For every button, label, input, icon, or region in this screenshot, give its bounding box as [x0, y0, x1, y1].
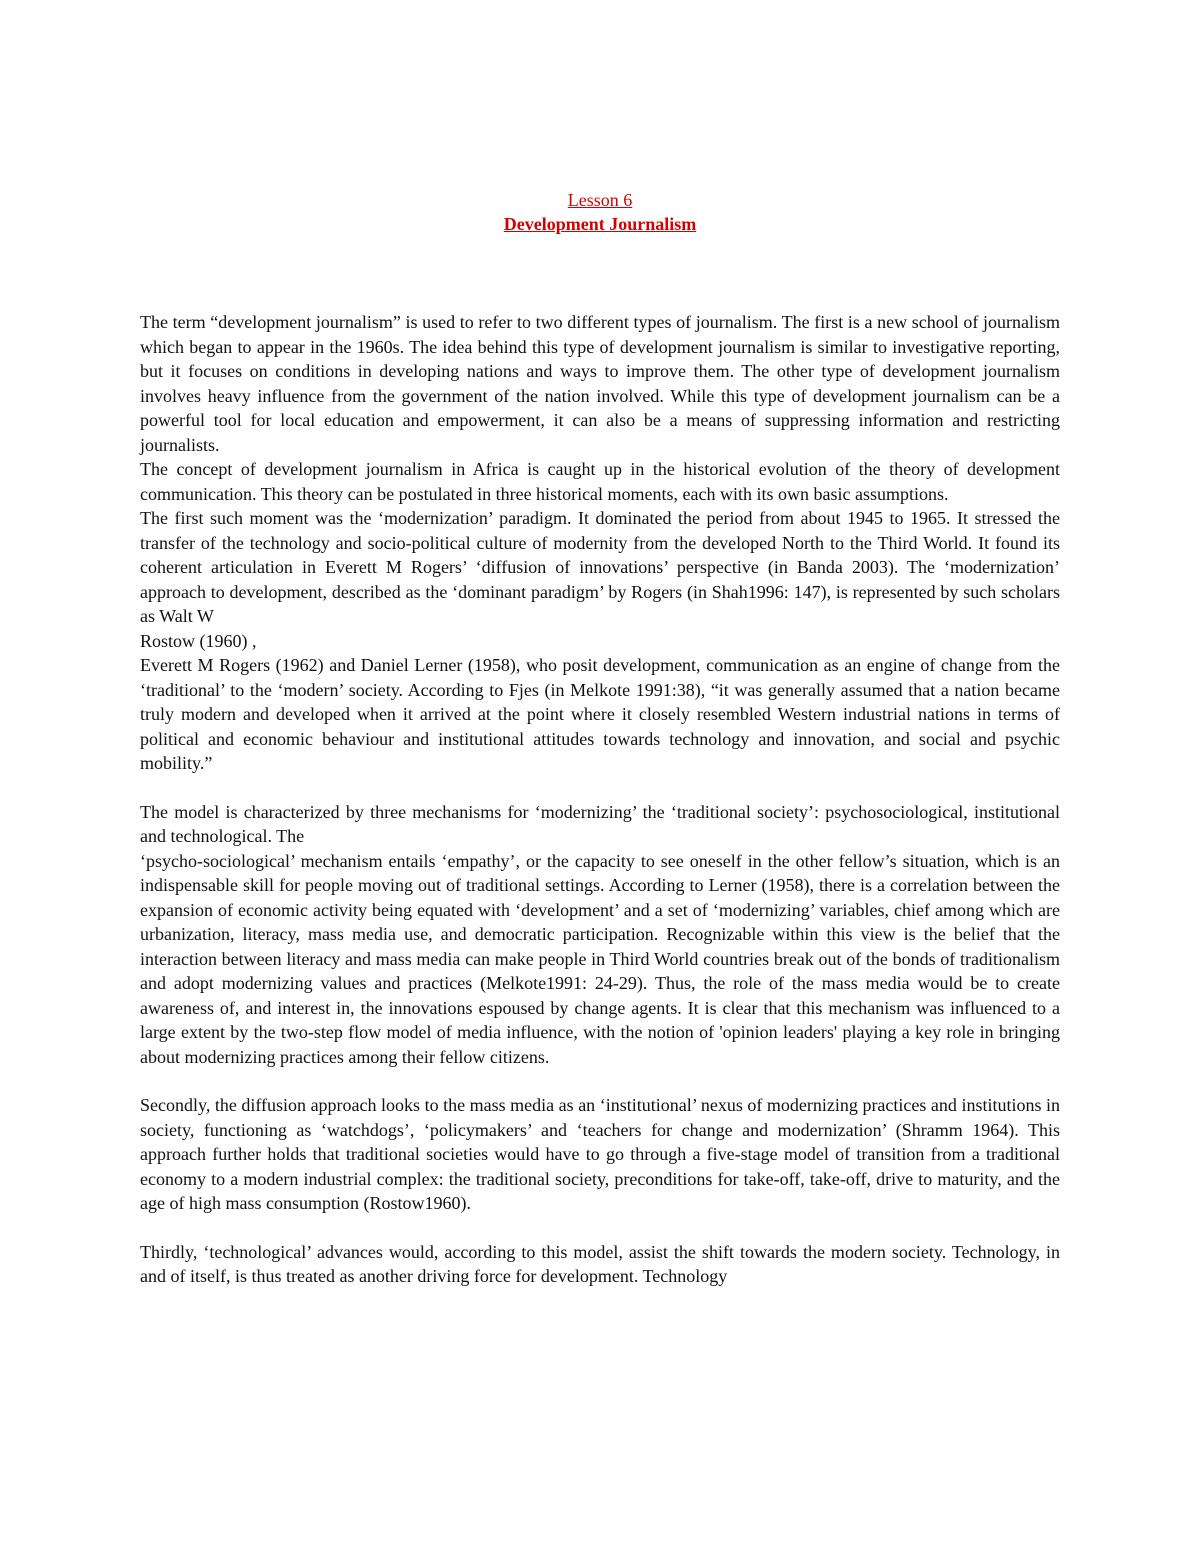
paragraph-rogers-lerner: Everett M Rogers (1962) and Daniel Lerner (1958), who posit development, communication as an engine of change from the ‘traditional’ to the ‘modern’ society. According to Fjes (in Melkote 1991:38), “it was generally assumed that a nation became truly modern and developed when it arrived at the point where it closely resembled Western industrial nations in terms of political and economic behaviour and institutional attitudes towards technology and innovation, and social and psychic mobility.” — [140, 655, 1060, 773]
paragraph-intro: The term “development journalism” is used to refer to two different types of journalism. The first is a new school of journalism which began to appear in the 1960s. The idea behind this type of development journalism is similar to investigative reporting, but it focuses on conditions in developing nations and ways to improve them. The other type of development journalism involves heavy influence from the government of the nation involved. While this type of development journalism can be a powerful tool for local education and empowerment, it can also be a means of suppressing information and restricting journalists. — [140, 312, 1060, 455]
paragraph-modernization: The first such moment was the ‘modernization’ paradigm. It dominated the period from about 1945 to 1965. It stressed the transfer of the technology and socio-political culture of modernity from the developed North to the Third World. It found its coherent articulation in Everett M Rogers’ ‘diffusion of innovations’ perspective (in Banda 2003). The ‘modernization’ approach to development, described as the ‘dominant paradigm’ by Rogers (in Shah1996: 147), is represented by such scholars as Walt W — [140, 508, 1060, 626]
paragraph-model-mechanisms: The model is characterized by three mechanisms for ‘modernizing’ the ‘traditional society’: psychosociological, institutional and technological. The — [140, 801, 1060, 846]
lesson-number: Lesson 6 — [567, 190, 633, 210]
paragraph-institutional: Secondly, the diffusion approach looks to the mass media as an ‘institutional’ nexus of modernizing practices and institutions in society, functioning as ‘watchdogs’, ‘policymakers’ and ‘teachers for change and modernization’ (Shramm 1964). This approach further holds that traditional societies would have to go through a five-stage model of transition from a traditional economy to a modern industrial complex: the traditional society, preconditions for take-off, take-off, drive to maturity, and the age of high mass consumption (Rostow1960). — [140, 1095, 1060, 1213]
paragraph-rostow: Rostow (1960) , — [140, 630, 257, 651]
document-title: Development Journalism — [503, 214, 697, 234]
document-body — [140, 310, 1060, 1289]
paragraph-technological: Thirdly, ‘technological’ advances would, according to this model, assist the shift towards the modern society. Technology, in and of itself, is thus treated as another driving force for development. Technology — [140, 1241, 1060, 1286]
document-header — [0, 188, 1200, 236]
paragraph-psycho-sociological: ‘psycho-sociological’ mechanism entails ‘empathy’, or the capacity to see oneself in the other fellow’s situation, which is an indispensable skill for people moving out of traditional settings. According to Lerner (1958), there is a correlation between the expansion of economic activity being equated with ‘development’ and a set of ‘modernizing’ variables, chief among which are urbanization, literacy, mass media use, and democratic participation. Recognizable within this view is the belief that the interaction between literacy and mass media can make people in Third World countries break out of the bonds of traditionalism and adopt modernizing values and practices (Melkote1991: 24-29). Thus, the role of the mass media would be to create awareness of, and interest in, the innovations espoused by change agents. It is clear that this mechanism was influenced to a large extent by the two-step flow model of media influence, with the notion of 'opinion leaders' playing a key role in bringing about modernizing practices among their fellow citizens. — [140, 850, 1060, 1067]
paragraph-concept: The concept of development journalism in Africa is caught up in the historical evolution of the theory of development communication. This theory can be postulated in three historical moments, each with its own basic assumptions. — [140, 459, 1060, 504]
